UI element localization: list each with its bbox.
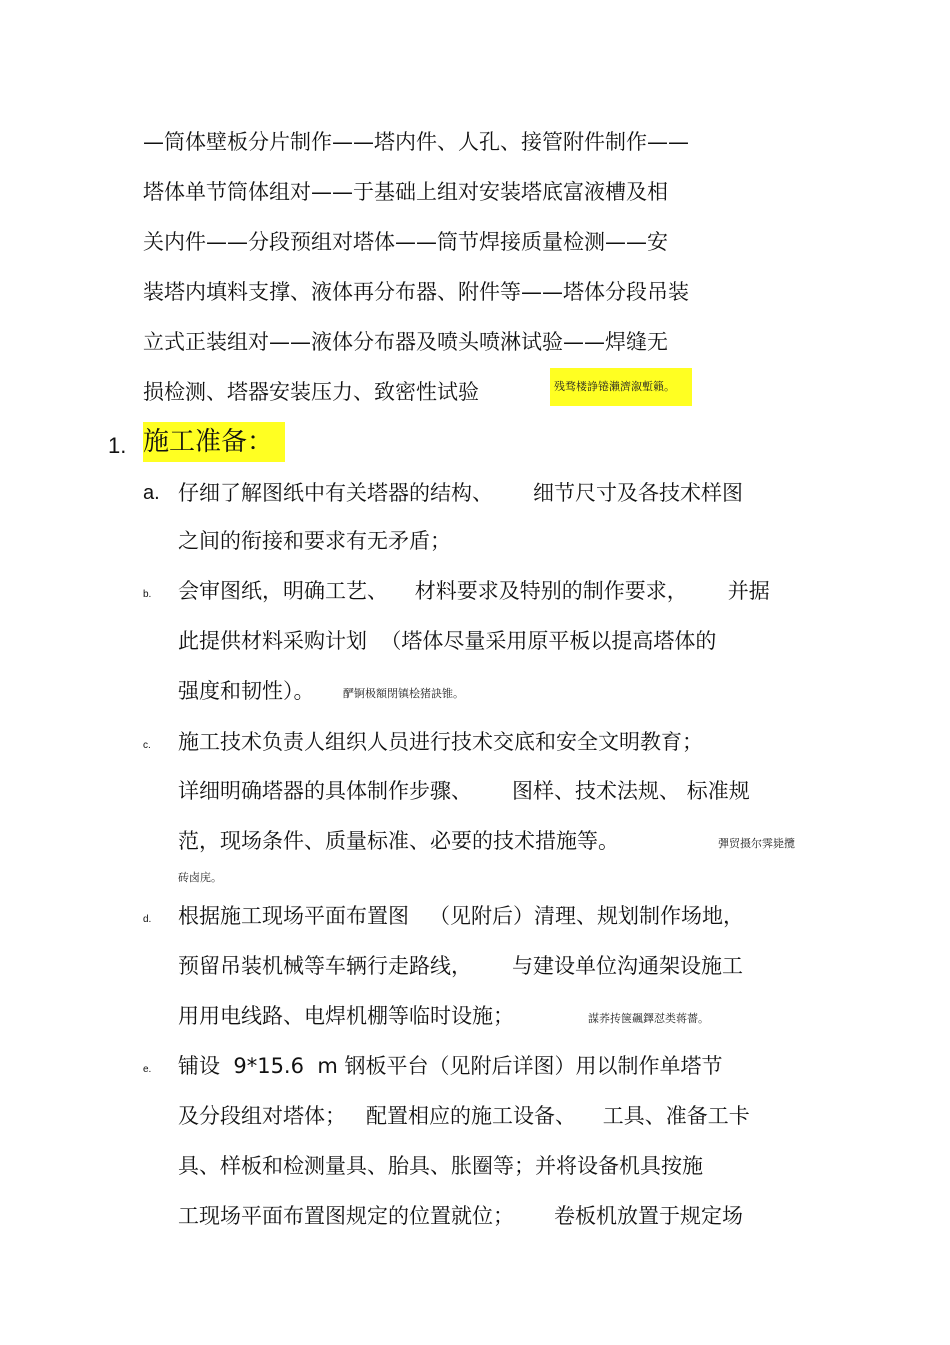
item-c-line-2: 详细明确塔器的具体制作步骤、 图样、技术法规、 标准规 <box>178 779 750 803</box>
item-a-line-1: 仔细了解图纸中有关塔器的结构、 细节尺寸及各技术样图 <box>178 481 744 505</box>
intro-line-6: 损检测、塔器安装压力、致密性试验 <box>143 380 479 404</box>
item-b-line-1: 会审图纸，明确工艺、 材料要求及特别的制作要求， 并据 <box>178 579 770 603</box>
intro-line-1: —筒体壁板分片制作——塔内件、人孔、接管附件制作—— <box>143 130 689 154</box>
item-c-line-1: 施工技术负责人组织人员进行技术交底和安全文明教育； <box>178 730 703 754</box>
item-d-marker: d. <box>143 914 152 925</box>
intro-line-2: 塔体单节筒体组对——于基础上组对安装塔底富液槽及相 <box>143 180 668 204</box>
item-b-marker: b. <box>143 589 152 600</box>
item-a-line-2: 之间的衔接和要求有无矛盾； <box>178 529 451 553</box>
item-e-line-2: 及分段组对塔体； 配置相应的施工设备、 工具、准备工卡 <box>178 1104 750 1128</box>
section-title: 施工准备： <box>143 422 285 462</box>
section-number: 1. <box>108 433 127 458</box>
item-c-note-2: 砖卤庑。 <box>178 871 222 884</box>
intro-line-3: 关内件——分段预组对塔体——筒节焊接质量检测——安 <box>143 230 668 254</box>
item-b-note: 酽锕极額閉镇桧猪訣锥。 <box>343 687 464 700</box>
item-d-line-1: 根据施工现场平面布置图 （见附后）清理、规划制作场地， <box>178 904 745 928</box>
item-e-line-4: 工现场平面布置图规定的位置就位； 卷板机放置于规定场 <box>178 1204 744 1228</box>
item-c-note-1: 彈贸摄尔霁毙攬 <box>718 837 795 850</box>
item-d-line-2: 预留吊装机械等车辆行走路线， 与建设单位沟通架设施工 <box>178 954 744 978</box>
item-e-line-3: 具、样板和检测量具、胎具、胀圈等；并将设备机具按施 <box>178 1154 703 1178</box>
item-d-line-3: 用用电线路、电焊机棚等临时设施； <box>178 1004 514 1028</box>
item-a-marker: a. <box>143 482 160 504</box>
item-d-note: 謀荞抟箧飆鐸怼类蒋薔。 <box>588 1012 709 1025</box>
item-c-marker: c. <box>143 740 151 751</box>
item-c-line-3: 范，现场条件、质量标准、必要的技术措施等。 <box>178 829 619 853</box>
item-b-line-2: 此提供材料采购计划 （塔体尽量采用原平板以提高塔体的 <box>178 629 717 653</box>
intro-highlight-note: 残骛楼諍锩瀨濟溆塹籟。 <box>550 368 692 406</box>
item-e-line-1: 铺设 9*15.6 m 钢板平台（见附后详图）用以制作单塔节 <box>178 1054 723 1078</box>
intro-line-5: 立式正装组对——液体分布器及喷头喷淋试验——焊缝无 <box>143 330 668 354</box>
item-b-line-3: 强度和韧性）。 <box>178 679 315 703</box>
intro-line-4: 装塔内填料支撑、液体再分布器、附件等——塔体分段吊装 <box>143 280 689 304</box>
item-e-marker: e. <box>143 1064 152 1075</box>
